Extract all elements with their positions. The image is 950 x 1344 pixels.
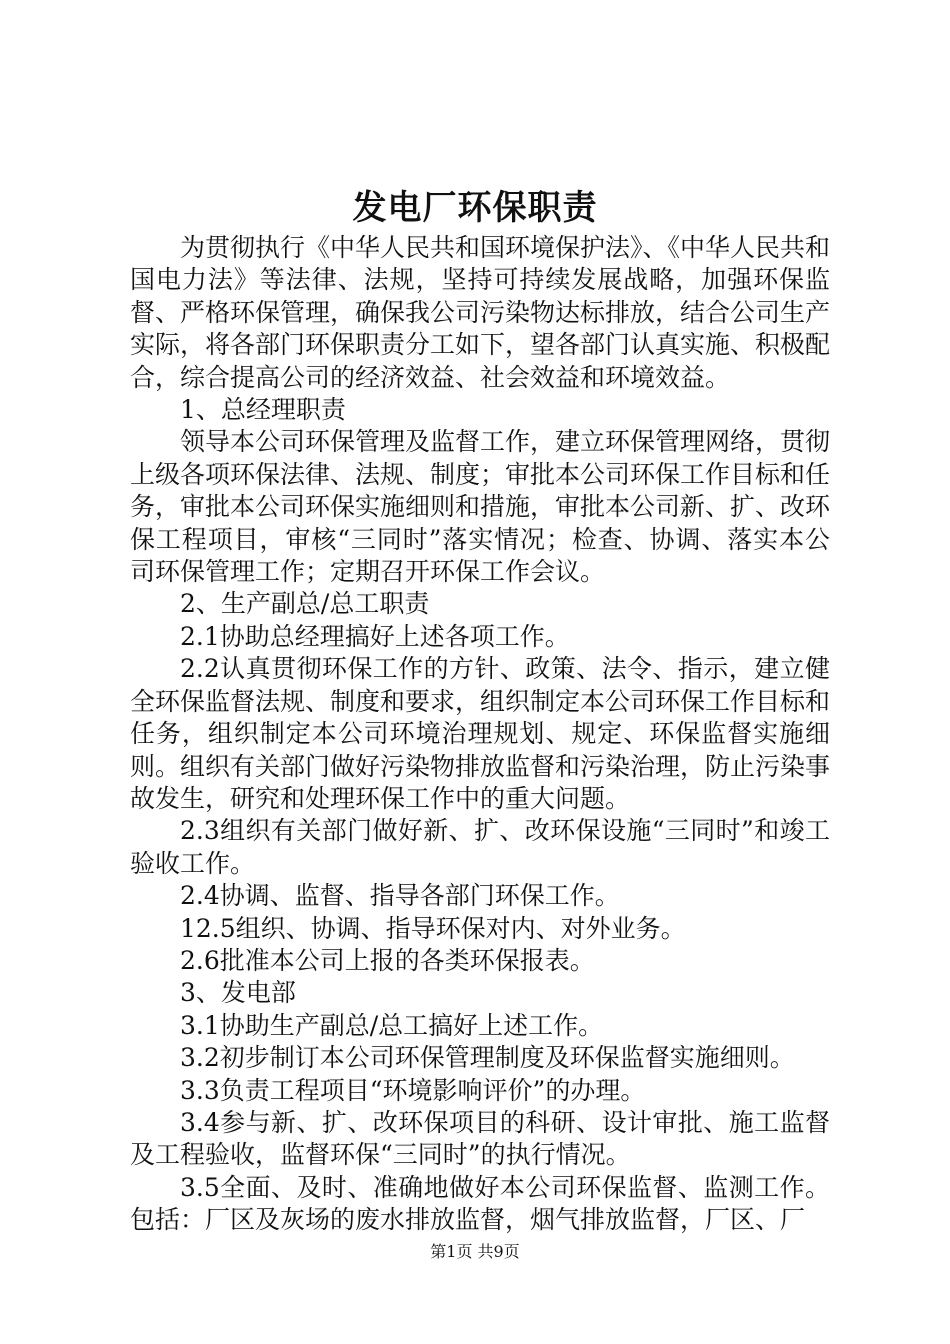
page-number-footer: 第1页 共9页 bbox=[430, 1242, 520, 1261]
paragraph-item-3-3: 3.3负责工程项目“环境影响评价”的办理。 bbox=[180, 1075, 646, 1105]
paragraph-item-2-4: 2.4协调、监督、指导各部门环保工作。 bbox=[180, 881, 620, 911]
paragraph-item-2-1: 2.1协助总经理搞好上述各项工作。 bbox=[180, 621, 570, 651]
paragraph-item-3-2: 3.2初步制订本公司环保管理制度及环保监督实施细则。 bbox=[180, 1043, 795, 1073]
document-body bbox=[130, 232, 830, 1237]
paragraph-item-3-4: 3.4参与新、扩、改环保项目的科研、设计审批、施工监督及工程验收，监督环保“三同时”的执行情况。 bbox=[130, 1107, 830, 1170]
paragraph-item-2-3: 2.3组织有关部门做好新、扩、改环保设施“三同时”和竣工验收工作。 bbox=[130, 816, 830, 878]
section-heading-general-manager: 1、总经理职责 bbox=[180, 395, 346, 425]
document-title: 发电厂环保职责 bbox=[352, 188, 598, 228]
paragraph-intro: 为贯彻执行《中华人民共和国环境保护法》、《中华人民共和国电力法》等法律、法规，坚持可持续发展战略，加强环保监督、严格环保管理，确保我公司污染物达标排放，结合公司生产实际，将各部门环保职责分工如下，望各部门认真实施、积极配合，综合提高公司的经济效益、社会效益和环境效益。 bbox=[130, 233, 831, 392]
paragraph-item-2-6: 2.6批准本公司上报的各类环保报表。 bbox=[180, 945, 595, 975]
section-heading-power-generation: 3、发电部 bbox=[180, 978, 296, 1008]
paragraph-item-2-2: 2.2认真贯彻环保工作的方针、政策、法令、指示，建立健全环保监督法规、制度和要求，组织制定本公司环保工作目标和任务，组织制定本公司环境治理规划、规定、环保监督实施细则。组织有关部门做好污染物排放监督和污染治理，防止污染事故发生，研究和处理环保工作中的重大问题。 bbox=[130, 654, 831, 813]
section-heading-production-deputy: 2、生产副总/总工职责 bbox=[180, 589, 430, 619]
paragraph-general-manager-duties: 领导本公司环保管理及监督工作，建立环保管理网络，贯彻上级各项环保法律、法规、制度；审批本公司环保工作目标和任务，审批本公司环保实施细则和措施，审批本公司新、扩、改环保工程项目，审核“三同时”落实情况；检查、协调、落实本公司环保管理工作；定期召开环保工作会议。 bbox=[130, 427, 831, 587]
paragraph-item-2-5: 12.5组织、协调、指导环保对内、对外业务。 bbox=[180, 913, 686, 943]
paragraph-item-3-5: 3.5全面、及时、准确地做好本公司环保监督、监测工作。包括：厂区及灰场的废水排放监督，烟气排放监督，厂区、厂 bbox=[130, 1172, 830, 1235]
paragraph-item-3-1: 3.1协助生产副总/总工搞好上述工作。 bbox=[180, 1010, 604, 1040]
